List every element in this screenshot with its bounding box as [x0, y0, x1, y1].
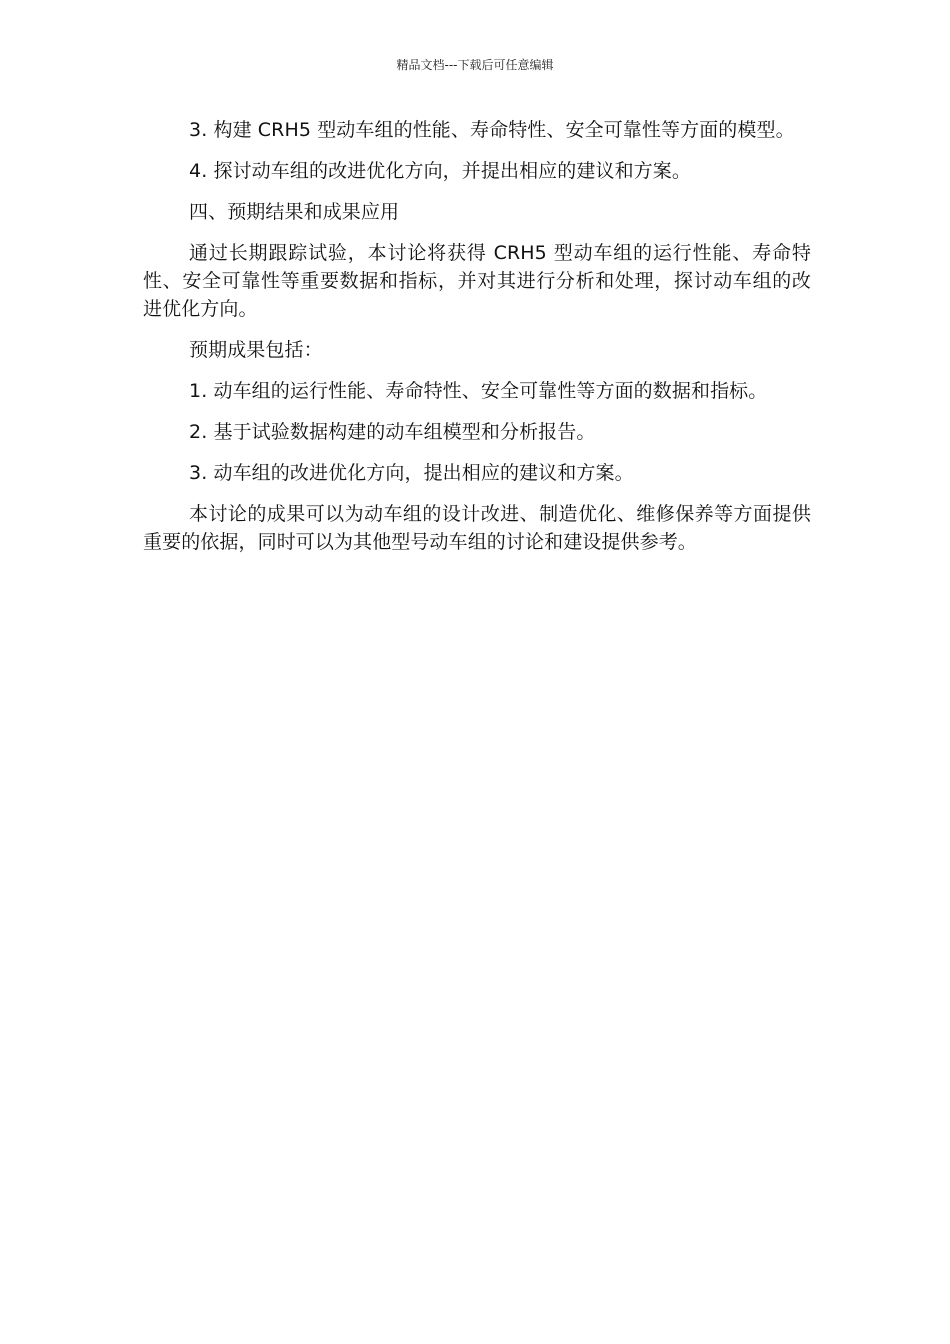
result-item-data: 1. 动车组的运行性能、寿命特性、安全可靠性等方面的数据和指标。 [189, 380, 768, 402]
paragraph-results-intro: 预期成果包括： [189, 339, 323, 361]
section-heading: 四、预期结果和成果应用 [189, 201, 400, 223]
result-item-model: 2. 基于试验数据构建的动车组模型和分析报告。 [189, 421, 596, 443]
result-item-suggestions: 3. 动车组的改进优化方向，提出相应的建议和方案。 [189, 462, 634, 484]
document-body [143, 116, 811, 569]
list-item-optimization: 4. 探讨动车组的改进优化方向，并提出相应的建议和方案。 [189, 160, 691, 182]
paragraph-overview: 通过长期跟踪试验，本讨论将获得 CRH5 型动车组的运行性能、寿命特性、安全可靠性等重要数据和指标，并对其进行分析和处理，探讨动车组的改进优化方向。 [143, 242, 811, 320]
list-item-build-model: 3. 构建 CRH5 型动车组的性能、寿命特性、安全可靠性等方面的模型。 [189, 119, 795, 141]
paragraph-application: 本讨论的成果可以为动车组的设计改进、制造优化、维修保养等方面提供重要的依据，同时可以为其他型号动车组的讨论和建设提供参考。 [143, 503, 811, 553]
page-header: 精品文档---下载后可任意编辑 [396, 58, 554, 72]
